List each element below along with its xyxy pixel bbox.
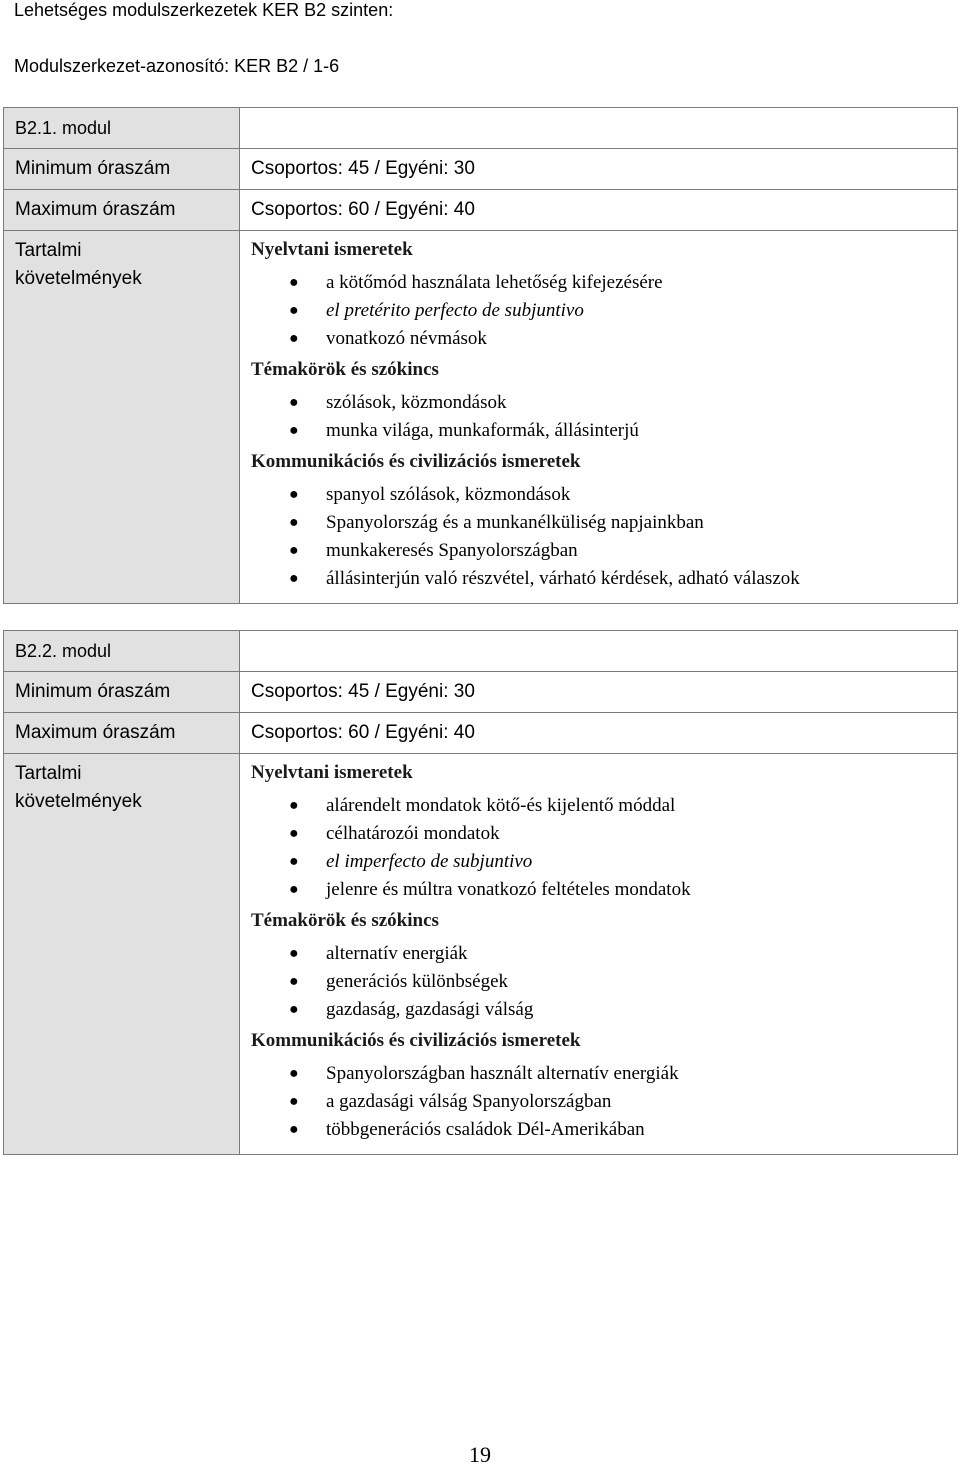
bullet-icon: ● [289, 422, 299, 439]
grammar-list [251, 792, 957, 904]
bullet-icon: ● [289, 486, 299, 503]
list-item: ● alárendelt mondatok kötő-és kijelentő móddal [251, 792, 957, 820]
section-title-grammar: Nyelvtani ismeretek [251, 239, 413, 260]
module-name: B2.2. modul [4, 631, 240, 672]
list-item: ● munkakeresés Spanyolországban [251, 537, 957, 565]
list-item: ● a kötőmód használata lehetőség kifejezésére [251, 269, 957, 297]
content-row [4, 231, 958, 604]
bullet-icon: ● [289, 1093, 299, 1110]
min-hours-label: Minimum óraszám [4, 672, 240, 713]
bullet-icon: ● [289, 274, 299, 291]
list-item: ● gazdaság, gazdasági válság [251, 996, 957, 1024]
bullet-icon: ● [289, 514, 299, 531]
list-item: ● célhatározói mondatok [251, 820, 957, 848]
communication-list [251, 481, 957, 593]
module-table-b2-1 [3, 107, 958, 604]
module-title-row [4, 108, 958, 149]
min-hours-value: Csoportos: 45 / Egyéni: 30 [240, 149, 958, 190]
list-item: ● többgenerációs családok Dél-Amerikában [251, 1116, 957, 1144]
list-item: ● el imperfecto de subjuntivo [251, 848, 957, 876]
module-table-b2-2 [3, 630, 958, 1155]
content-requirements-label [4, 754, 240, 1155]
list-item: ● Spanyolország és a munkanélküliség napjainkban [251, 509, 957, 537]
section-title-communication: Kommunikációs és civilizációs ismeretek [251, 451, 581, 472]
topics-list [251, 940, 957, 1024]
min-hours-label: Minimum óraszám [4, 149, 240, 190]
module-title-empty [240, 108, 958, 149]
section-title-grammar: Nyelvtani ismeretek [251, 762, 413, 783]
content-requirements-label [4, 231, 240, 604]
max-hours-row [4, 190, 958, 231]
max-hours-label: Maximum óraszám [4, 713, 240, 754]
list-item: ● szólások, közmondások [251, 389, 957, 417]
communication-list [251, 1060, 957, 1144]
module-title-empty [240, 631, 958, 672]
bullet-icon: ● [289, 394, 299, 411]
list-item: ● alternatív energiák [251, 940, 957, 968]
content-requirements [240, 754, 958, 1155]
list-item: ● állásinterjún való részvétel, várható kérdések, adható válaszok [251, 565, 957, 593]
bullet-icon: ● [289, 797, 299, 814]
module-title-row [4, 631, 958, 672]
list-item: ● vonatkozó névmások [251, 325, 957, 353]
content-row [4, 754, 958, 1155]
grammar-list [251, 269, 957, 353]
page-number: 19 [469, 1442, 491, 1467]
list-item: ● munka világa, munkaformák, állásinterjú [251, 417, 957, 445]
bullet-icon: ● [289, 1121, 299, 1138]
list-item: ● el pretérito perfecto de subjuntivo [251, 297, 957, 325]
max-hours-label: Maximum óraszám [4, 190, 240, 231]
content-label-line-1: Tartalmi [15, 240, 82, 261]
content-label-line-1: Tartalmi [15, 763, 82, 784]
list-item: ● Spanyolországban használt alternatív energiák [251, 1060, 957, 1088]
bullet-icon: ● [289, 945, 299, 962]
structure-id: Modulszerkezet-azonosító: KER B2 / 1-6 [14, 56, 340, 76]
document-title: Lehetséges modulszerkezetek KER B2 szinten: [14, 0, 394, 20]
section-title-communication: Kommunikációs és civilizációs ismeretek [251, 1030, 581, 1051]
bullet-icon: ● [289, 853, 299, 870]
list-item: ● jelenre és múltra vonatkozó feltételes mondatok [251, 876, 957, 904]
section-title-topics: Témakörök és szókincs [251, 910, 439, 931]
section-title-topics: Témakörök és szókincs [251, 359, 439, 380]
max-hours-value: Csoportos: 60 / Egyéni: 40 [240, 713, 958, 754]
content-label-line-2: követelmények [15, 268, 142, 289]
bullet-icon: ● [289, 973, 299, 990]
bullet-icon: ● [289, 825, 299, 842]
bullet-icon: ● [289, 1001, 299, 1018]
topics-list [251, 389, 957, 445]
bullet-icon: ● [289, 570, 299, 587]
min-hours-row [4, 672, 958, 713]
min-hours-value: Csoportos: 45 / Egyéni: 30 [240, 672, 958, 713]
bullet-icon: ● [289, 302, 299, 319]
list-item: ● a gazdasági válság Spanyolországban [251, 1088, 957, 1116]
max-hours-row [4, 713, 958, 754]
min-hours-row [4, 149, 958, 190]
bullet-icon: ● [289, 330, 299, 347]
max-hours-value: Csoportos: 60 / Egyéni: 40 [240, 190, 958, 231]
bullet-icon: ● [289, 881, 299, 898]
list-item: ● spanyol szólások, közmondások [251, 481, 957, 509]
bullet-icon: ● [289, 1065, 299, 1082]
module-name: B2.1. modul [4, 108, 240, 149]
list-item: ● generációs különbségek [251, 968, 957, 996]
bullet-icon: ● [289, 542, 299, 559]
content-requirements [240, 231, 958, 604]
content-label-line-2: követelmények [15, 791, 142, 812]
